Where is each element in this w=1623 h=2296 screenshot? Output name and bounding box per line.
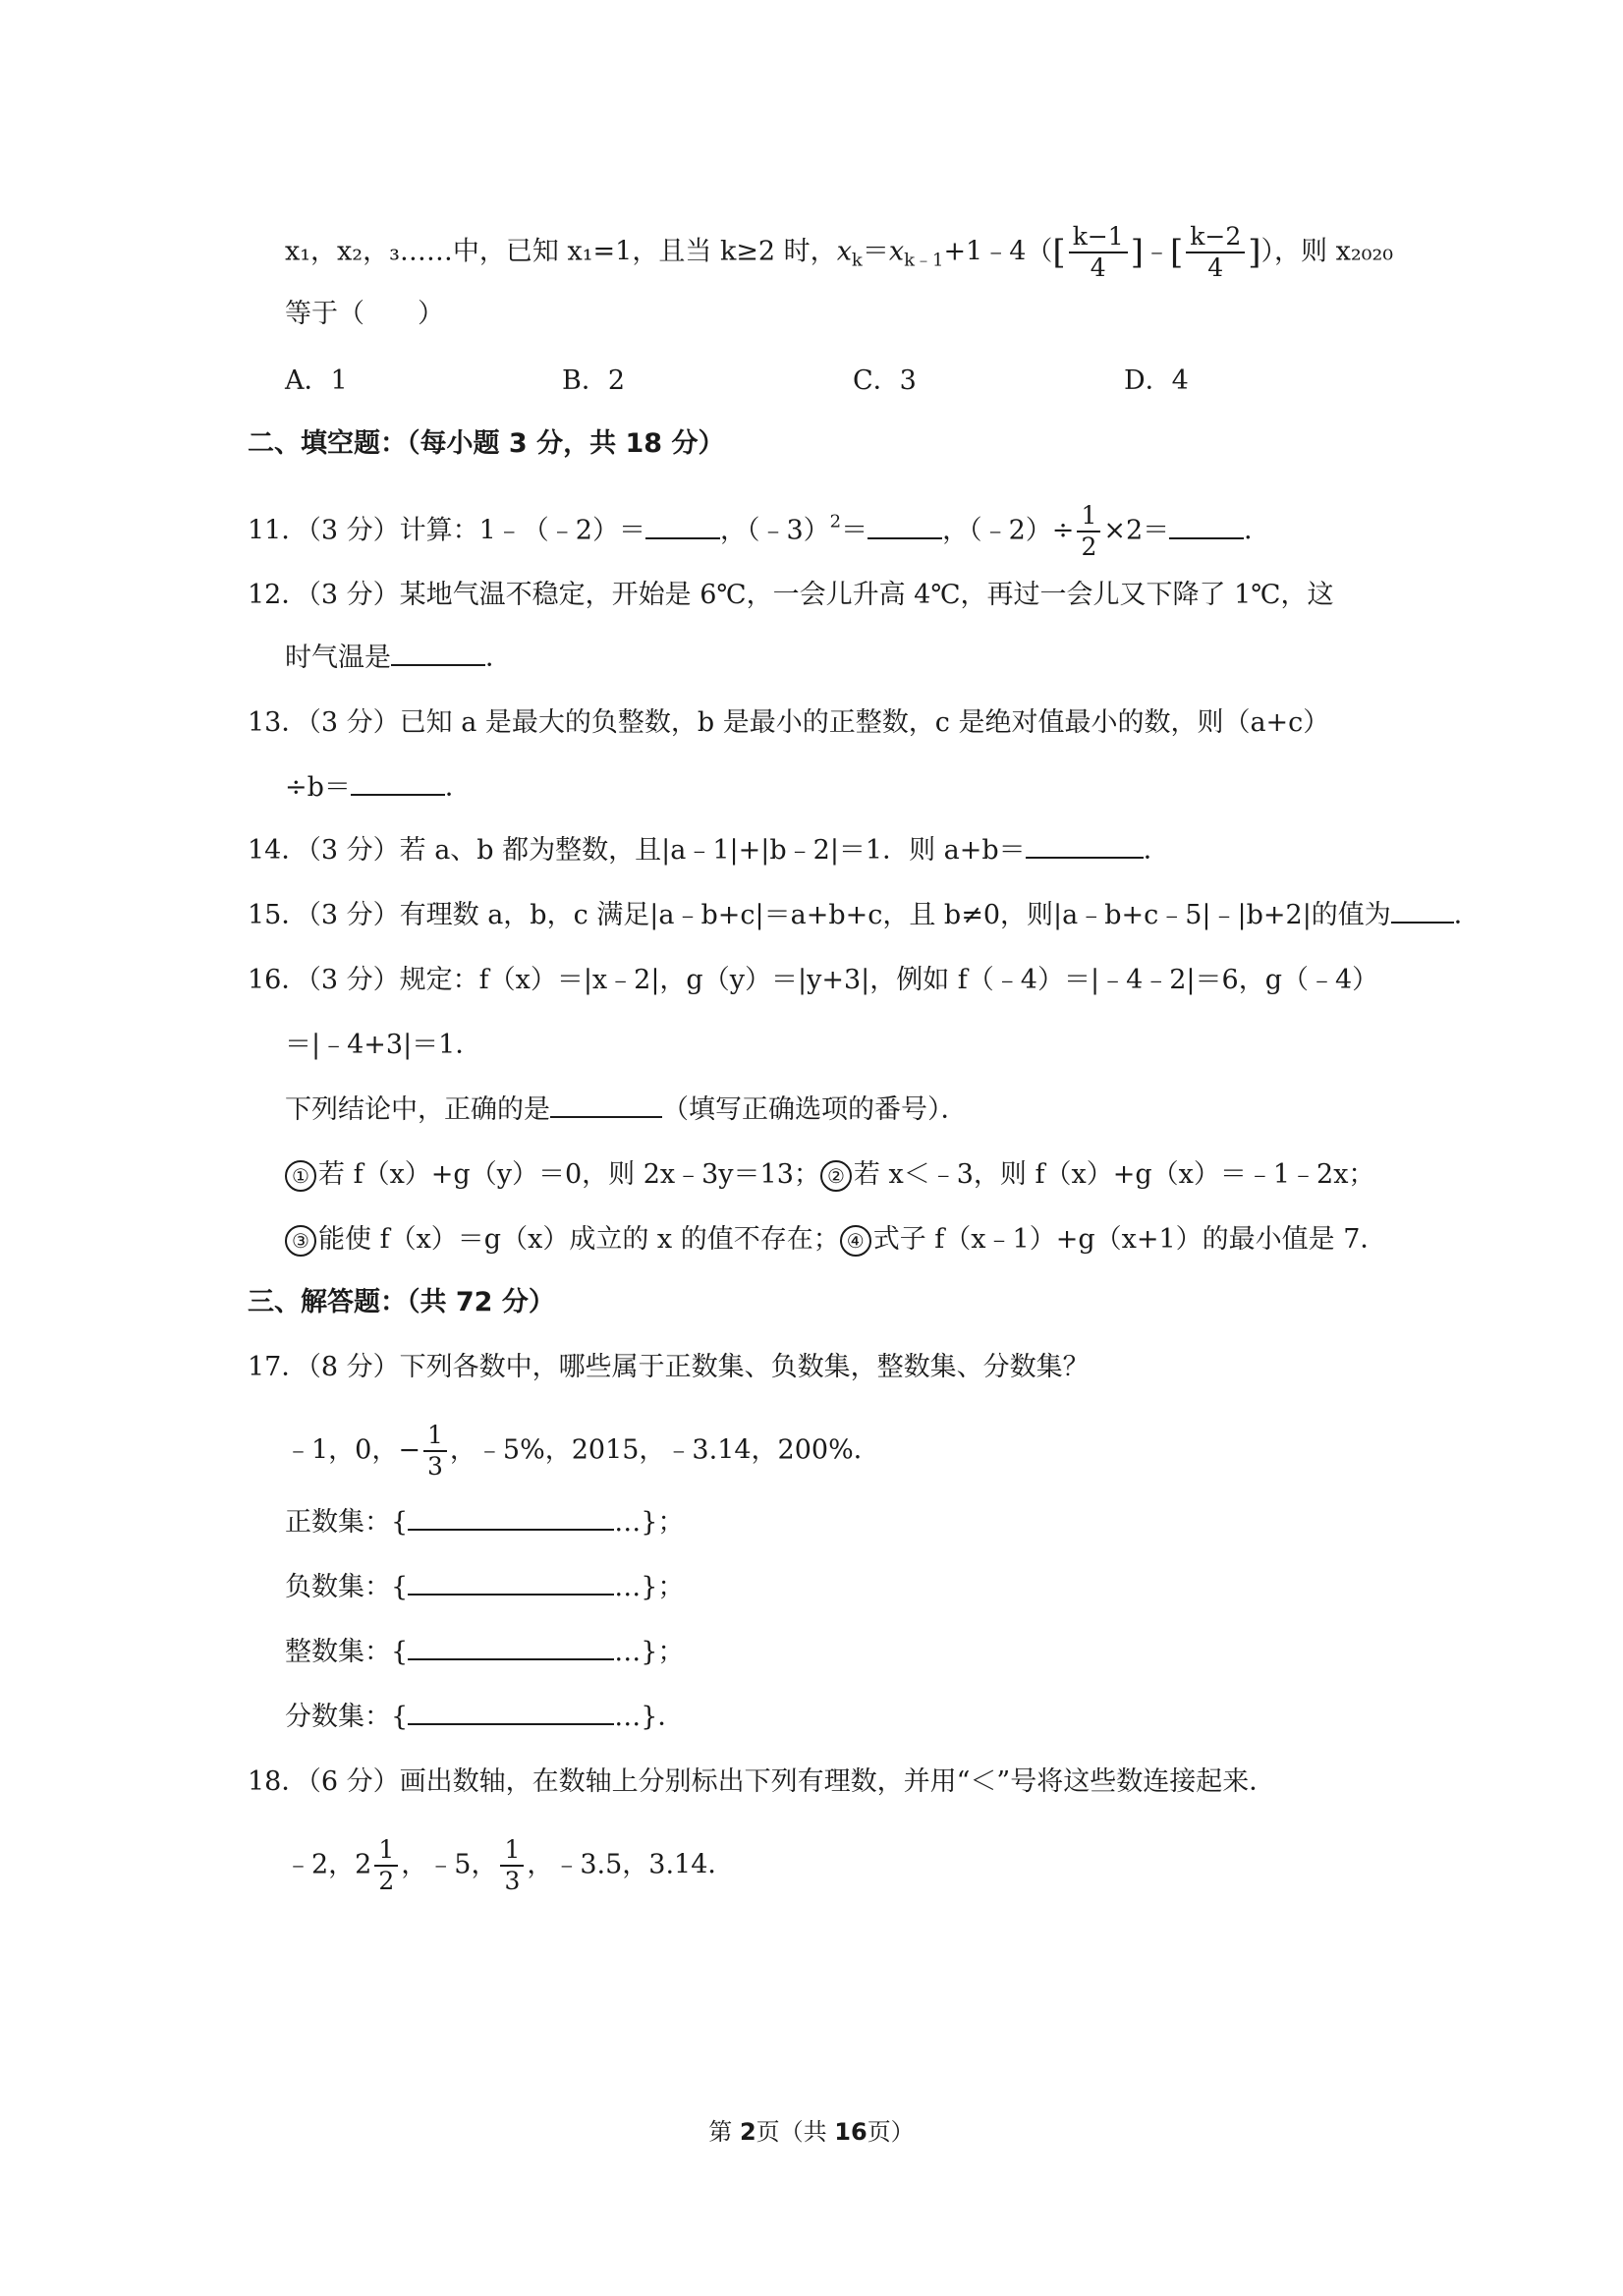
q16-line3: 下列结论中，正确的是 （填写正确选项的番号）． bbox=[285, 1094, 968, 1125]
q10-intro: x₁，x₂，₃……中，已知 x₁=1，且当 k≥2 时， bbox=[285, 236, 837, 267]
q17-title: 17．（8 分）下列各数中，哪些属于正数集、负数集，整数集、分数集？ bbox=[248, 1352, 1090, 1382]
q11: 11．（3 分）计算：1﹣（﹣2）＝ ，（﹣3）$^2$＝ ，（﹣2）÷ $\frac{1}{2}$ ×2＝ ． bbox=[248, 501, 1271, 561]
q17-set-integer: 整数集：{ …}； bbox=[285, 1637, 685, 1667]
q11-frac: $\frac{1}{2}$ bbox=[1077, 501, 1100, 562]
q17-numbers: ﹣1，0，− $\frac{1}{3}$ ，﹣5%，2015，﹣3.14，200%． bbox=[285, 1421, 880, 1481]
q16-blank bbox=[550, 1092, 662, 1118]
q17-set-negative: 负数集：{ …}； bbox=[285, 1572, 685, 1602]
page-footer: 第 2页（共 16页） bbox=[708, 2118, 915, 2146]
q12-line2: 时气温是 ． bbox=[285, 643, 512, 673]
q10-line1: x₁，x₂，₃……中，已知 x₁=1，且当 k≥2 时，$x_k=x_{k﹣1}+1﹣4$（[ $\frac{k-1}{4}$ ]﹣[ $\frac{k-2}{4}$ ]），则 x₂₀₂₀ bbox=[285, 222, 1394, 282]
page-number: 2 bbox=[739, 2118, 756, 2146]
q17-blank-negative bbox=[408, 1570, 614, 1596]
q18-numbers: ﹣2，2 $\frac{1}{2}$ ，﹣5， $\frac{1}{3}$ ，﹣3.5，3.14． bbox=[285, 1835, 735, 1895]
q16-choices-1-2: ① 若 f（x）+g（y）＝0，则 2x﹣3y＝13； ② 若 x＜﹣3，则 f（x）+g（x）＝﹣1﹣2x； bbox=[285, 1155, 1374, 1195]
circled-4: ④ bbox=[840, 1225, 871, 1257]
section2-title: 二、填空题：（每小题 3 分，共 18 分） bbox=[248, 428, 725, 459]
q18-frac-half: $\frac{1}{2}$ bbox=[374, 1835, 398, 1896]
q10-option-d: D．4 bbox=[1124, 365, 1189, 396]
q11-blank3 bbox=[1169, 514, 1244, 539]
circled-1: ① bbox=[285, 1160, 316, 1192]
q14-blank bbox=[1026, 833, 1144, 859]
q10-option-b: B．2 bbox=[562, 365, 626, 396]
q13-line1: 13．（3 分）已知 a 是最大的负整数，b 是最小的正整数，c 是绝对值最小的数，则（a+c） bbox=[248, 707, 1330, 738]
q10-frac1: $\frac{k-1}{4}$ bbox=[1069, 222, 1128, 283]
q17-set-fraction: 分数集：{ …}． bbox=[285, 1702, 685, 1732]
q16-choices-3-4: ③ 能使 f（x）＝g（x）成立的 x 的值不存在； ④ 式子 f（x﹣1）+g（x+1）的最小值是 7． bbox=[285, 1220, 1386, 1260]
q12-blank bbox=[391, 641, 485, 666]
circled-2: ② bbox=[820, 1160, 852, 1192]
q17-blank-integer bbox=[408, 1635, 614, 1660]
q10-line2: 等于（ ） bbox=[285, 299, 444, 329]
q18-frac-third: $\frac{1}{3}$ bbox=[500, 1835, 524, 1896]
q10-tail: ），则 x₂₀₂₀ bbox=[1260, 236, 1394, 267]
q17-set-positive: 正数集：{ …}； bbox=[285, 1507, 685, 1538]
page-total: 16 bbox=[834, 2118, 867, 2146]
q12-line1: 12．（3 分）某地气温不稳定，开始是 6℃，一会儿升高 4℃，再过一会儿又下降了 1℃，这 bbox=[248, 580, 1334, 610]
q15-blank bbox=[1391, 898, 1454, 924]
circled-3: ③ bbox=[285, 1225, 316, 1257]
q14: 14．（3 分）若 a、b 都为整数，且|a﹣1|+|b﹣2|＝1．则 a+b＝ ． bbox=[248, 835, 1170, 866]
q17-frac: $\frac{1}{3}$ bbox=[423, 1421, 447, 1482]
q13-line2: ÷b＝ ． bbox=[285, 772, 472, 803]
q16-line1: 16．（3 分）规定：f（x）＝|x﹣2|，g（y）＝|y+3|，例如 f（﹣4）＝|﹣4﹣2|＝6，g（﹣4） bbox=[248, 965, 1379, 995]
q11-blank2 bbox=[867, 514, 942, 539]
q18-title: 18．（6 分）画出数轴，在数轴上分别标出下列有理数，并用“＜”号将这些数连接起来． bbox=[248, 1766, 1276, 1797]
section3-title: 三、解答题：（共 72 分） bbox=[248, 1287, 555, 1317]
q17-blank-positive bbox=[408, 1505, 614, 1531]
q17-blank-fraction bbox=[408, 1700, 614, 1725]
q11-blank1 bbox=[645, 514, 720, 539]
q10-option-c: C．3 bbox=[853, 365, 917, 396]
q10-option-a: A．1 bbox=[285, 365, 348, 396]
q13-blank bbox=[351, 770, 445, 796]
q10-frac2: $\frac{k-2}{4}$ bbox=[1186, 222, 1245, 283]
q15: 15．（3 分）有理数 a，b，c 满足|a﹣b+c|＝a+b+c，且 b≠0，则|a﹣b+c﹣5|﹣|b+2|的值为 ． bbox=[248, 900, 1481, 930]
q16-line2: ＝|﹣4+3|＝1． bbox=[285, 1030, 482, 1060]
